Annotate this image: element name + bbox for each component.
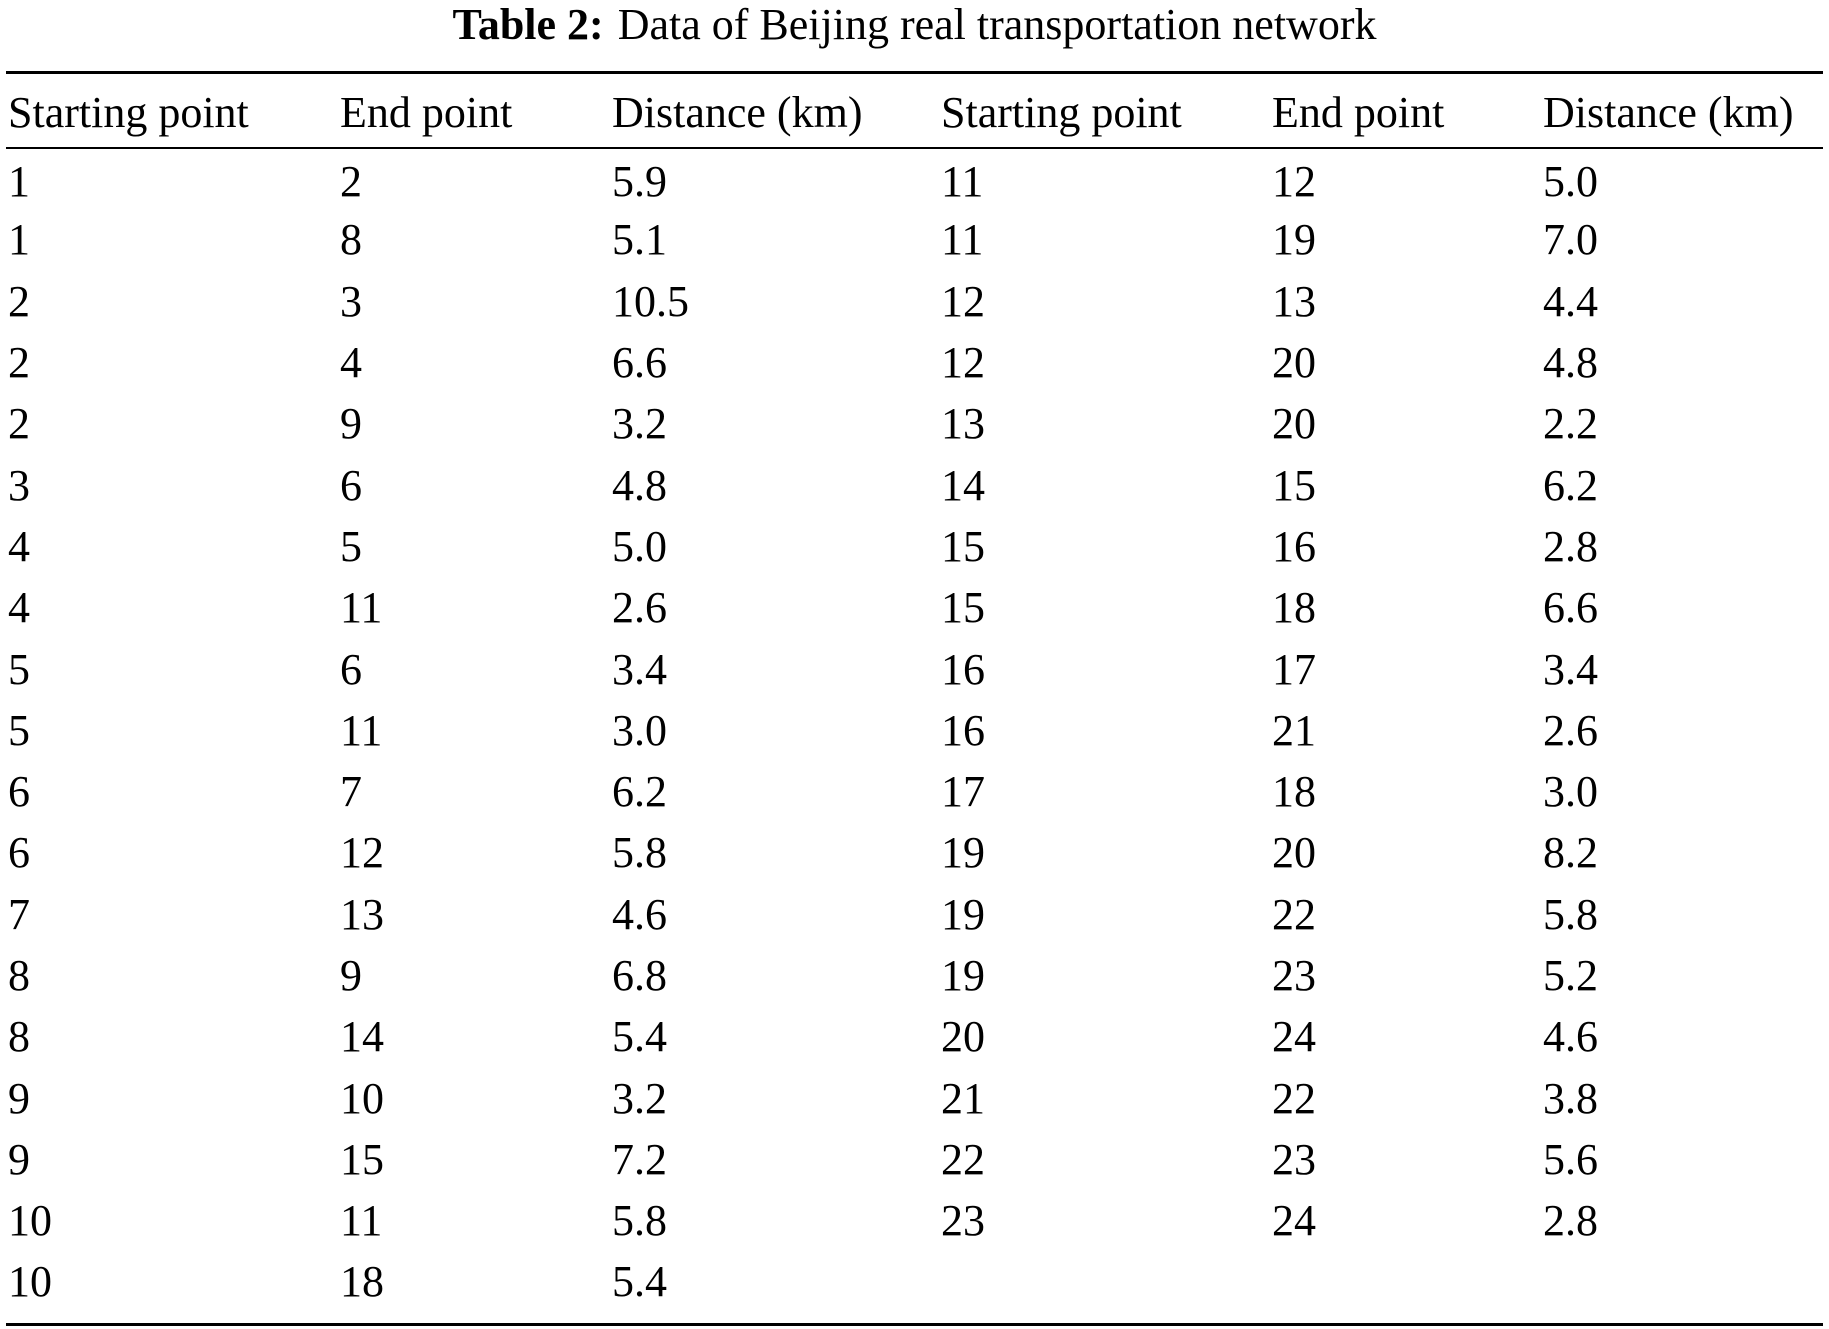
table-cell: 12	[941, 276, 985, 326]
table-cell: 7.0	[1543, 215, 1598, 265]
table-cell: 13	[1272, 276, 1316, 326]
table-cell: 8	[340, 215, 362, 265]
table-cell: 4	[340, 338, 362, 388]
table-row	[8, 1190, 1818, 1251]
table-cell: 1	[8, 157, 30, 207]
table-cell	[941, 1251, 1272, 1312]
table-row	[8, 577, 1818, 638]
table-cell: 3.2	[612, 1073, 667, 1123]
table-cell: 19	[1272, 215, 1316, 265]
table-cell: 3.4	[612, 644, 667, 694]
table-cell: 5.2	[1543, 951, 1598, 1000]
table-cell: 4.8	[1543, 338, 1598, 388]
table-cell: 3.4	[1543, 644, 1598, 694]
table-cell: 2.8	[1543, 1196, 1598, 1246]
table-cell: 10	[8, 1257, 52, 1307]
table-row	[8, 638, 1818, 699]
table-cell: 4.8	[612, 460, 667, 510]
table-cell: 7	[340, 767, 362, 817]
table-cell: 21	[1272, 705, 1316, 755]
table-cell: 5.0	[612, 521, 667, 571]
table-cell: 18	[1272, 767, 1316, 817]
table-cell: 10	[8, 1196, 52, 1246]
table-cell: 6	[340, 644, 362, 694]
table-cell: 4.6	[1543, 1012, 1598, 1062]
table-cell: 11	[340, 1196, 383, 1246]
table-row	[8, 822, 1818, 883]
table-cell: 6.2	[612, 767, 667, 817]
table-cell: 17	[941, 767, 985, 817]
table-cell: 18	[340, 1257, 384, 1307]
table-row	[8, 148, 1818, 209]
table-cell: 11	[941, 157, 984, 207]
table-cell: 18	[1272, 583, 1316, 633]
table-cell: 4	[8, 583, 30, 633]
table-cell: 24	[1272, 1012, 1316, 1062]
table-cell: 5	[8, 644, 30, 694]
table-cell: 23	[941, 1196, 985, 1246]
table-caption-label: Table 2:	[452, 0, 604, 49]
table-cell: 5.4	[612, 1012, 667, 1062]
table-cell: 19	[941, 889, 985, 939]
table-cell: 12	[941, 338, 985, 388]
table-cell: 16	[941, 644, 985, 694]
table-cell: 21	[941, 1073, 985, 1123]
table-cell: 16	[1272, 521, 1316, 571]
table-cell: 5	[340, 521, 362, 571]
table-cell: 17	[1272, 644, 1316, 694]
table-cell: 12	[340, 828, 384, 878]
table-cell: 22	[1272, 1073, 1316, 1123]
table-cell: 2	[8, 276, 30, 326]
table-cell: 23	[1272, 951, 1316, 1000]
table-cell: 5.8	[1543, 889, 1598, 939]
table-cell: 2.2	[1543, 399, 1598, 449]
table-cell: 5.6	[1543, 1134, 1598, 1184]
table-cell: 2	[8, 338, 30, 388]
table-cell: 5.8	[612, 828, 667, 878]
table-cell: 15	[941, 521, 985, 571]
table-top-rule	[6, 71, 1823, 74]
table-cell: 20	[1272, 399, 1316, 449]
table-cell: 11	[340, 583, 383, 633]
table-bottom-rule	[6, 1323, 1823, 1326]
table-cell: 20	[1272, 828, 1316, 878]
table-cell: 9	[8, 1134, 30, 1184]
table-cell: 10.5	[612, 276, 689, 326]
table-row	[8, 1067, 1818, 1128]
table-cell: 2	[8, 399, 30, 449]
table-cell: 19	[941, 828, 985, 878]
table-cell: 5.0	[1543, 157, 1598, 207]
table-cell: 2.6	[612, 583, 667, 633]
table-cell: 3.0	[612, 705, 667, 755]
table-cell: 1	[8, 215, 30, 265]
table-cell: 15	[340, 1134, 384, 1184]
table-cell: 5.4	[612, 1257, 667, 1307]
table-cell: 6	[340, 460, 362, 510]
table-cell: 3	[8, 460, 30, 510]
table-cell: 4.4	[1543, 276, 1598, 326]
table-cell: 8	[8, 951, 30, 1000]
table-cell: 3.0	[1543, 767, 1598, 817]
table-cell: 11	[340, 705, 383, 755]
column-header: End point	[340, 87, 513, 137]
table-row	[8, 945, 1818, 1006]
table-cell	[1272, 1251, 1543, 1312]
table-cell: 2.8	[1543, 521, 1598, 571]
table-row	[8, 209, 1818, 270]
table-cell: 2	[340, 157, 362, 207]
table-cell: 10	[340, 1073, 384, 1123]
table-row	[8, 454, 1818, 515]
table-cell: 24	[1272, 1196, 1316, 1246]
column-header: Starting point	[8, 87, 249, 137]
table-row	[8, 1129, 1818, 1190]
table-caption	[0, 0, 1829, 50]
table-cell: 22	[1272, 889, 1316, 939]
table-cell: 5	[8, 705, 30, 755]
table-cell: 9	[340, 951, 362, 1000]
table-cell: 15	[1272, 460, 1316, 510]
table-cell: 7	[8, 889, 30, 939]
table-cell: 6.2	[1543, 460, 1598, 510]
table-cell: 22	[941, 1134, 985, 1184]
table-row	[8, 884, 1818, 945]
column-header: End point	[1272, 87, 1445, 137]
table-row	[8, 761, 1818, 822]
column-header: Distance (km)	[612, 87, 863, 137]
table-cell: 4	[8, 521, 30, 571]
table-cell: 6	[8, 828, 30, 878]
table-row	[8, 516, 1818, 577]
table-cell	[1543, 1251, 1818, 1312]
table-cell: 5.1	[612, 215, 667, 265]
table-cell: 6.6	[1543, 583, 1598, 633]
table-row	[8, 393, 1818, 454]
table-row	[8, 332, 1818, 393]
table-cell: 13	[941, 399, 985, 449]
table-cell: 14	[941, 460, 985, 510]
table-cell: 3.2	[612, 399, 667, 449]
table-cell: 19	[941, 951, 985, 1000]
table-cell: 11	[941, 215, 984, 265]
table-cell: 15	[941, 583, 985, 633]
table-cell: 6.8	[612, 951, 667, 1000]
table-cell: 23	[1272, 1134, 1316, 1184]
column-header: Distance (km)	[1543, 87, 1794, 137]
table-header-row	[8, 76, 1818, 148]
table-row	[8, 1006, 1818, 1067]
table-cell: 3.8	[1543, 1073, 1598, 1123]
table-row	[8, 271, 1818, 332]
table-cell: 3	[340, 276, 362, 326]
table-cell: 14	[340, 1012, 384, 1062]
table-cell: 9	[8, 1073, 30, 1123]
transport-network-table	[8, 76, 1818, 1313]
table-cell: 6.6	[612, 338, 667, 388]
table-cell: 8.2	[1543, 828, 1598, 878]
table-cell: 20	[941, 1012, 985, 1062]
table-cell: 5.9	[612, 157, 667, 207]
table-cell: 20	[1272, 338, 1316, 388]
table-body	[8, 148, 1818, 1313]
table-cell: 7.2	[612, 1134, 667, 1184]
table-cell: 13	[340, 889, 384, 939]
table-cell: 8	[8, 1012, 30, 1062]
table-cell: 5.8	[612, 1196, 667, 1246]
table-row	[8, 700, 1818, 761]
table-cell: 16	[941, 705, 985, 755]
table-cell: 12	[1272, 157, 1316, 207]
table-caption-text: Data of Beijing real transportation network	[617, 0, 1377, 49]
table-cell: 4.6	[612, 889, 667, 939]
table-row	[8, 1251, 1818, 1312]
table-cell: 9	[340, 399, 362, 449]
table-cell: 2.6	[1543, 705, 1598, 755]
column-header: Starting point	[941, 87, 1182, 137]
table-cell: 6	[8, 767, 30, 817]
